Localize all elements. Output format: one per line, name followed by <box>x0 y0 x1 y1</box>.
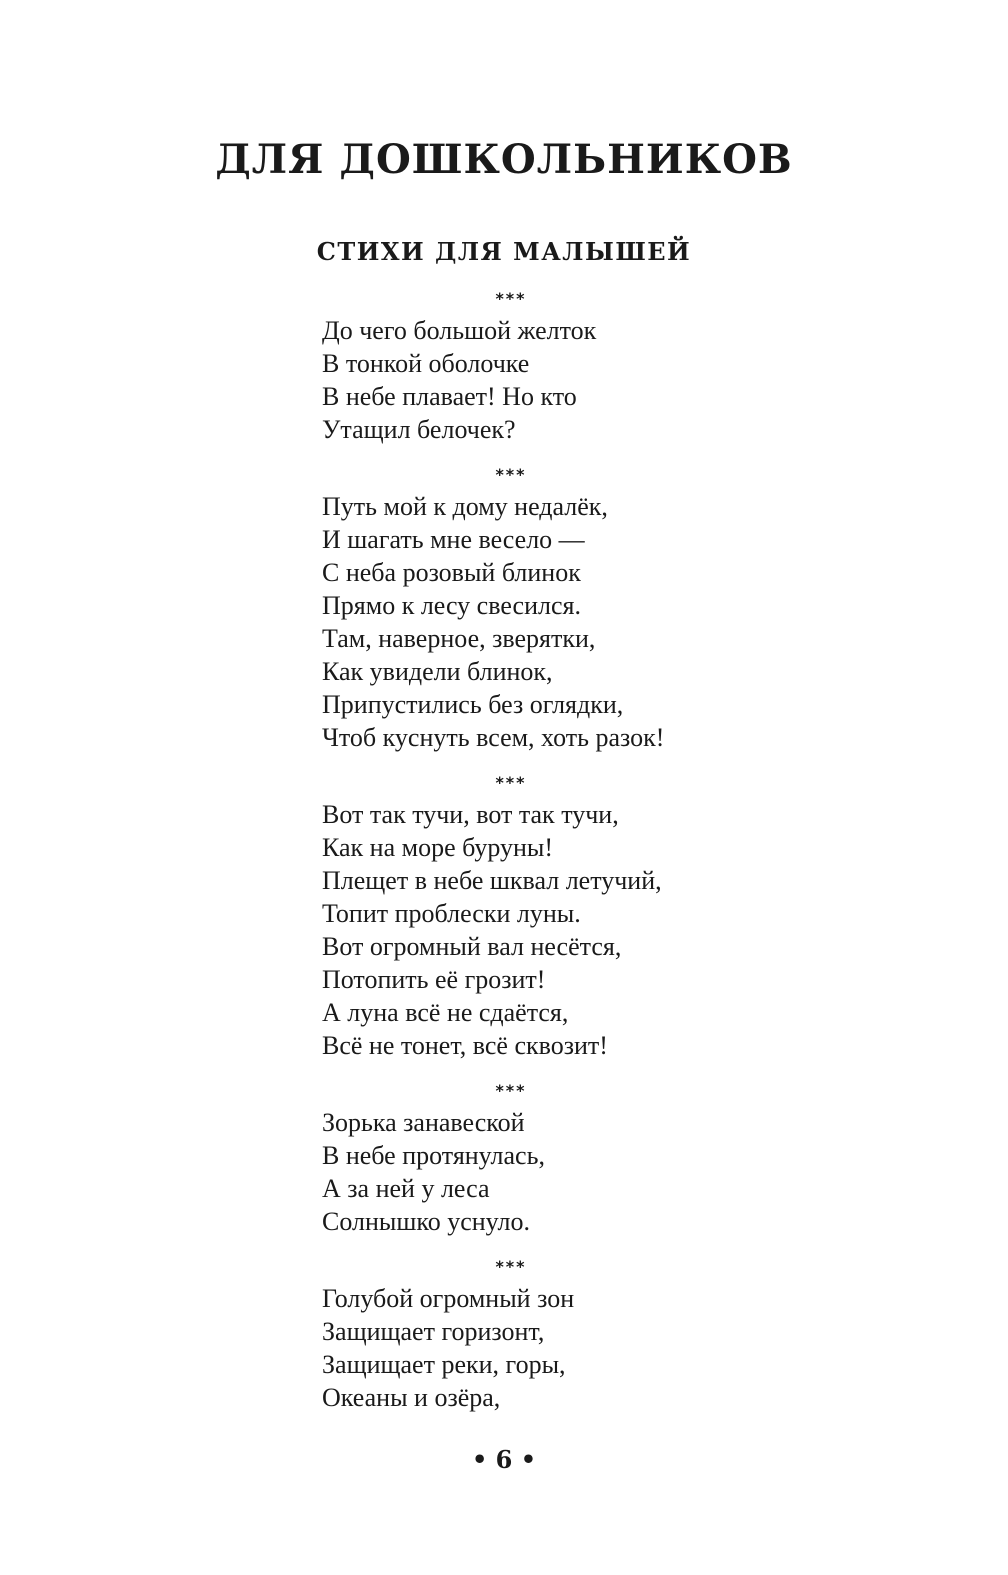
poem-line: Топит проблески луны. <box>322 899 581 928</box>
poem-line: Вот огромный вал несётся, <box>322 932 622 961</box>
poem-line: Как увидели блинок, <box>322 657 553 686</box>
poem-line: Утащил белочек? <box>322 415 516 444</box>
poem-line: Чтоб куснуть всем, хоть разок! <box>322 723 665 752</box>
poem-4 <box>322 1074 882 1238</box>
separator-stars: *** <box>495 465 527 484</box>
poem-line: Голубой огромный зон <box>322 1284 575 1313</box>
poem-line: Прямо к лесу свесился. <box>322 591 581 620</box>
poem-line: Защищает реки, горы, <box>322 1350 566 1379</box>
page-number: • 6 • <box>471 1445 537 1474</box>
poem-line: Защищает горизонт, <box>322 1317 545 1346</box>
poem-line: Припустились без оглядки, <box>322 690 624 719</box>
poem-line: И шагать мне весело — <box>322 525 585 554</box>
poem-line: В небе протянулась, <box>322 1141 545 1170</box>
poem-2 <box>322 458 882 754</box>
poem-1 <box>322 282 882 446</box>
poem-line: Всё не тонет, всё сквозит! <box>322 1031 608 1060</box>
poem-3 <box>322 766 882 1062</box>
poem-line: До чего большой желток <box>322 316 597 345</box>
page-title: ДЛЯ ДОШКОЛЬНИКОВ <box>215 136 793 183</box>
separator-stars: *** <box>495 1081 527 1100</box>
poem-line: С неба розовый блинок <box>322 558 581 587</box>
poem-line: Океаны и озёра, <box>322 1383 501 1412</box>
poem-line: Вот так тучи, вот так тучи, <box>322 800 619 829</box>
poem-line: Как на море буруны! <box>322 833 554 862</box>
section-title: СТИХИ ДЛЯ МАЛЫШЕЙ <box>316 237 692 266</box>
poem-line: Путь мой к дому недалёк, <box>322 492 608 521</box>
poem-line: А луна всё не сдаётся, <box>322 998 569 1027</box>
poem-line: Там, наверное, зверятки, <box>322 624 596 653</box>
poem-line: Плещет в небе шквал летучий, <box>322 866 662 895</box>
poem-line: В небе плавает! Но кто <box>322 382 577 411</box>
separator-stars: *** <box>495 1257 527 1276</box>
poems-container <box>322 282 882 1414</box>
separator-stars: *** <box>495 773 527 792</box>
poem-line: А за ней у леса <box>322 1174 490 1203</box>
poem-line: В тонкой оболочке <box>322 349 530 378</box>
poem-line: Солнышко уснуло. <box>322 1207 530 1236</box>
poem-line: Потопить её грозит! <box>322 965 546 994</box>
separator-stars: *** <box>495 289 527 308</box>
poem-5 <box>322 1250 882 1414</box>
poem-line: Зорька занавеской <box>322 1108 525 1137</box>
